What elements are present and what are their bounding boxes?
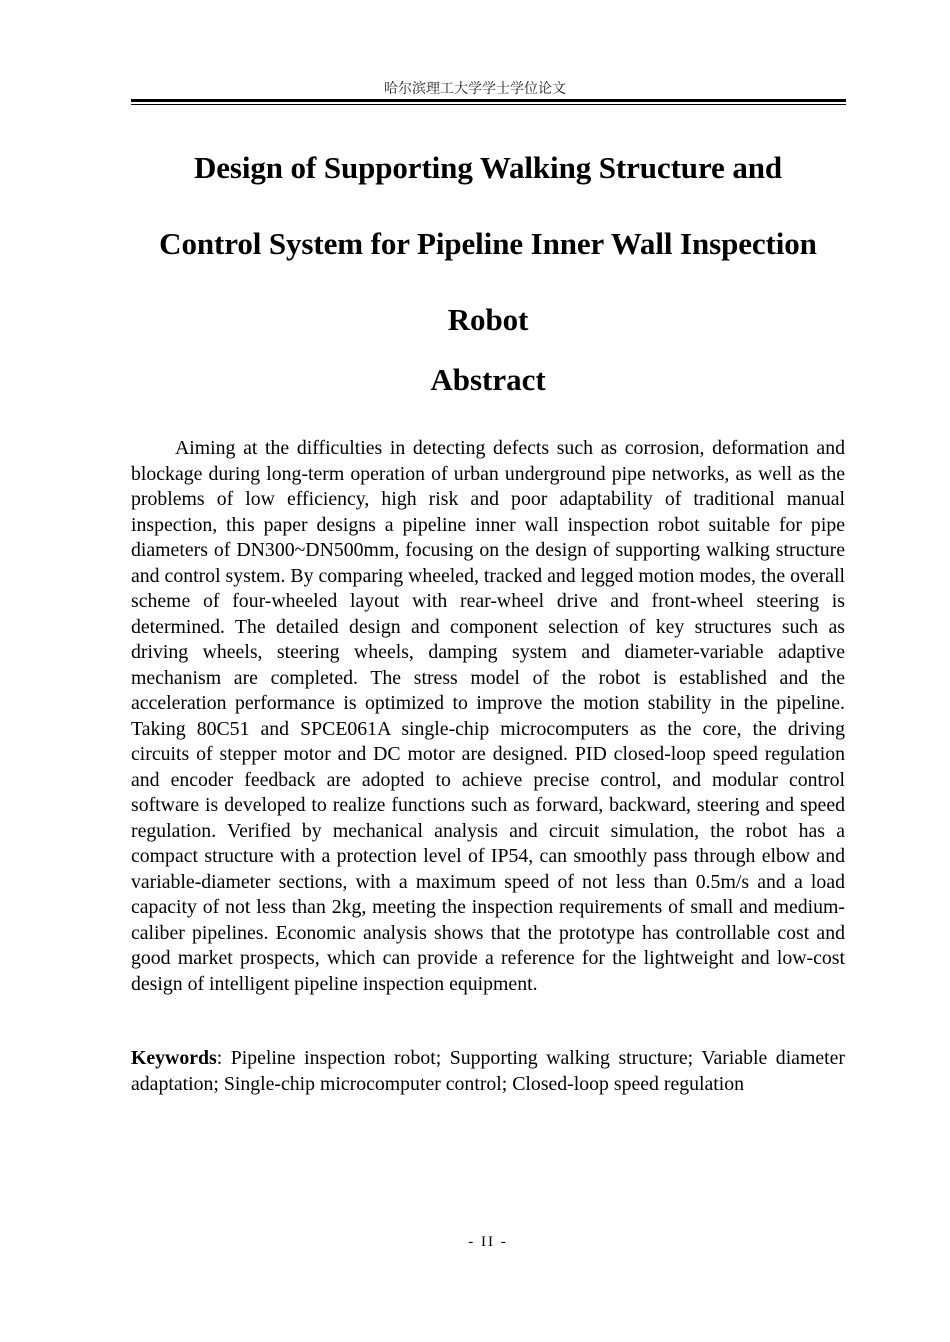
title-line-1: Design of Supporting Walking Structure and — [193, 150, 783, 185]
thesis-title — [125, 130, 851, 358]
title-line-3: Robot — [447, 302, 529, 337]
keywords-paragraph — [131, 1046, 845, 1097]
page-number: - II - — [468, 1234, 508, 1250]
header-rule-thin — [131, 104, 846, 105]
keywords-label: Keywords — [131, 1047, 217, 1069]
keywords-text: : Pipeline inspection robot; Supporting walking structure; Variable diameter adaptation; Single-chip microcomputer control; Closed-loop speed regulation — [131, 1047, 845, 1095]
abstract-heading: Abstract — [430, 362, 546, 397]
title-line-2: Control System for Pipeline Inner Wall Inspection — [159, 226, 817, 261]
header-rule-thick — [131, 99, 846, 102]
abstract-paragraph: Aiming at the difficulties in detecting defects such as corrosion, deformation and blockage during long-term operation of urban underground pipe networks, as well as the problems of low efficiency, high risk and poor adaptability of traditional manual inspection, this paper designs a pipeline inner wall inspection robot suitable for pipe diameters of DN300~DN500mm, focusing on the design of supporting walking structure and control system. By comparing wheeled, tracked and legged motion modes, the overall scheme of four-wheeled layout with rear-wheel drive and front-wheel steering is determined. The detailed design and component selection of key structures such as driving wheels, steering wheels, damping system and diameter-variable adaptive mechanism are completed. The stress model of the robot is established and the acceleration performance is optimized to improve the motion stability in the pipeline. Taking 80C51 and SPCE061A single-chip microcomputers as the core, the driving circuits of stepper motor and DC motor are designed. PID closed-loop speed regulation and encoder feedback are adopted to achieve precise control, and modular control software is developed to realize functions such as forward, backward, steering and speed regulation. Verified by mechanical analysis and circuit simulation, the robot has a compact structure with a protection level of IP54, can smoothly pass through elbow and variable-diameter sections, with a maximum speed of not less than 0.5m/s and a load capacity of not less than 2kg, meeting the inspection requirements of small and medium-caliber pipelines. Economic analysis shows that the prototype has controllable cost and good market prospects, which can provide a reference for the lightweight and low-cost design of intelligent pipeline inspection equipment. — [131, 437, 845, 995]
running-header: 哈尔滨理工大学学士学位论文 — [384, 81, 566, 97]
